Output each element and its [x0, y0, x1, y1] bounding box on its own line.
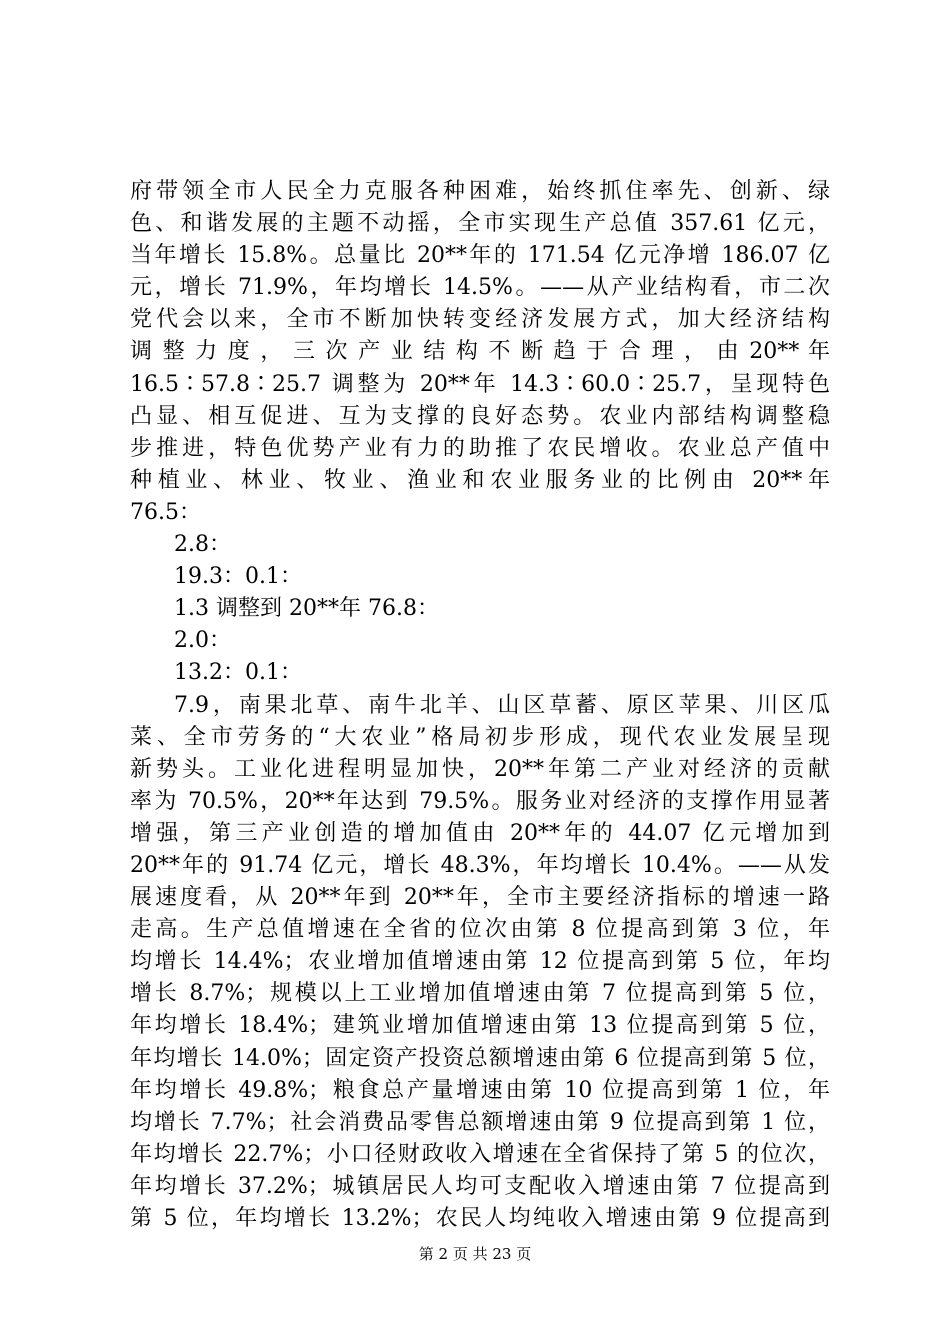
text-line: 菜、全市劳务的“大农业”格局初步形成，现代农业发展呈现 [130, 724, 830, 750]
text-line: 党代会以来，全市不断加快转变经济发展方式，加大经济结构 [130, 307, 830, 333]
text-line: 年均增长 49.8%；粮食总产量增速由第 10 位提高到第 1 位，年 [130, 1077, 830, 1103]
text-line: 步推进，特色优势产业有力的助推了农民增收。农业总产值中 [130, 435, 830, 461]
text-line: 增强，第三产业创造的增加值由 20**年的 44.07 亿元增加到 [130, 820, 830, 846]
text-line: 年均增长 37.2%；城镇居民人均可支配收入增速由第 7 位提高到 [130, 1173, 830, 1199]
text-line: 19.3：0.1： [174, 564, 302, 590]
body-text [130, 176, 830, 1235]
text-line: 府带领全市人民全力克服各种困难，始终抓住率先、创新、绿 [130, 179, 830, 204]
text-line: 凸显、相互促进、互为支撑的良好态势。农业内部结构调整稳 [130, 403, 830, 429]
text-line: 年均增长 14.0%；固定资产投资总额增速由第 6 位提高到第 5 位， [130, 1045, 830, 1071]
text-line: 13.2：0.1： [174, 660, 302, 686]
text-line: 20**年的 91.74 亿元，增长 48.3%，年均增长 10.4%。——从发 [130, 852, 830, 878]
text-line: 调 整 力 度 ， 三 次 产 业 结 构 不 断 趋 于 合 理 ， 由 20** 年 [130, 339, 830, 365]
text-line: 1.3 调整到 20**年 76.8： [174, 596, 439, 622]
text-line: 7.9，南果北草、南牛北羊、山区草蓄、原区苹果、川区瓜 [174, 692, 830, 718]
text-line: 元，增长 71.9%，年均增长 14.5%。——从产业结构看，市二次 [130, 275, 830, 301]
text-line: 2.8： [174, 532, 231, 558]
text-line: 展速度看，从 20**年到 20**年，全市主要经济指标的增速一路 [130, 885, 830, 911]
text-line: 种植业、林业、牧业、渔业和农业服务业的比例由 20**年 [130, 467, 830, 493]
text-line: 增长 8.7%；规模以上工业增加值增速由第 7 位提高到第 5 位， [130, 981, 830, 1007]
text-line: 第 5 位，年均增长 13.2%；农民人均纯收入增速由第 9 位提高到 [130, 1206, 830, 1231]
page-number-footer: 第 2 页 共 23 页 [418, 1245, 532, 1263]
text-line: 新势头。工业化进程明显加快，20**年第二产业对经济的贡献 [130, 756, 830, 782]
text-line: 率为 70.5%，20**年达到 79.5%。服务业对经济的支撑作用显著 [130, 788, 830, 814]
text-line: 年均增长 18.4%；建筑业增加值增速由第 13 位提高到第 5 位， [130, 1013, 830, 1039]
text-line: 均增长 7.7%；社会消费品零售总额增速由第 9 位提高到第 1 位， [130, 1109, 830, 1135]
text-line: 76.5： [130, 499, 201, 525]
text-line: 均增长 14.4%；农业增加值增速由第 12 位提高到第 5 位，年均 [130, 949, 830, 975]
text-line: 年均增长 22.7%；小口径财政收入增速在全省保持了第 5 的位次， [130, 1141, 830, 1167]
text-line: 16.5∶57.8∶25.7 调整为 20**年 14.3∶60.0∶25.7，呈现特色 [130, 371, 830, 397]
text-line: 当年增长 15.8%。总量比 20**年的 171.54 亿元净增 186.07 亿 [130, 243, 830, 269]
text-line: 走高。生产总值增速在全省的位次由第 8 位提高到第 3 位，年 [130, 917, 830, 943]
text-line: 2.0： [174, 628, 231, 654]
text-line: 色、和谐发展的主题不动摇，全市实现生产总值 357.61 亿元， [130, 211, 830, 237]
